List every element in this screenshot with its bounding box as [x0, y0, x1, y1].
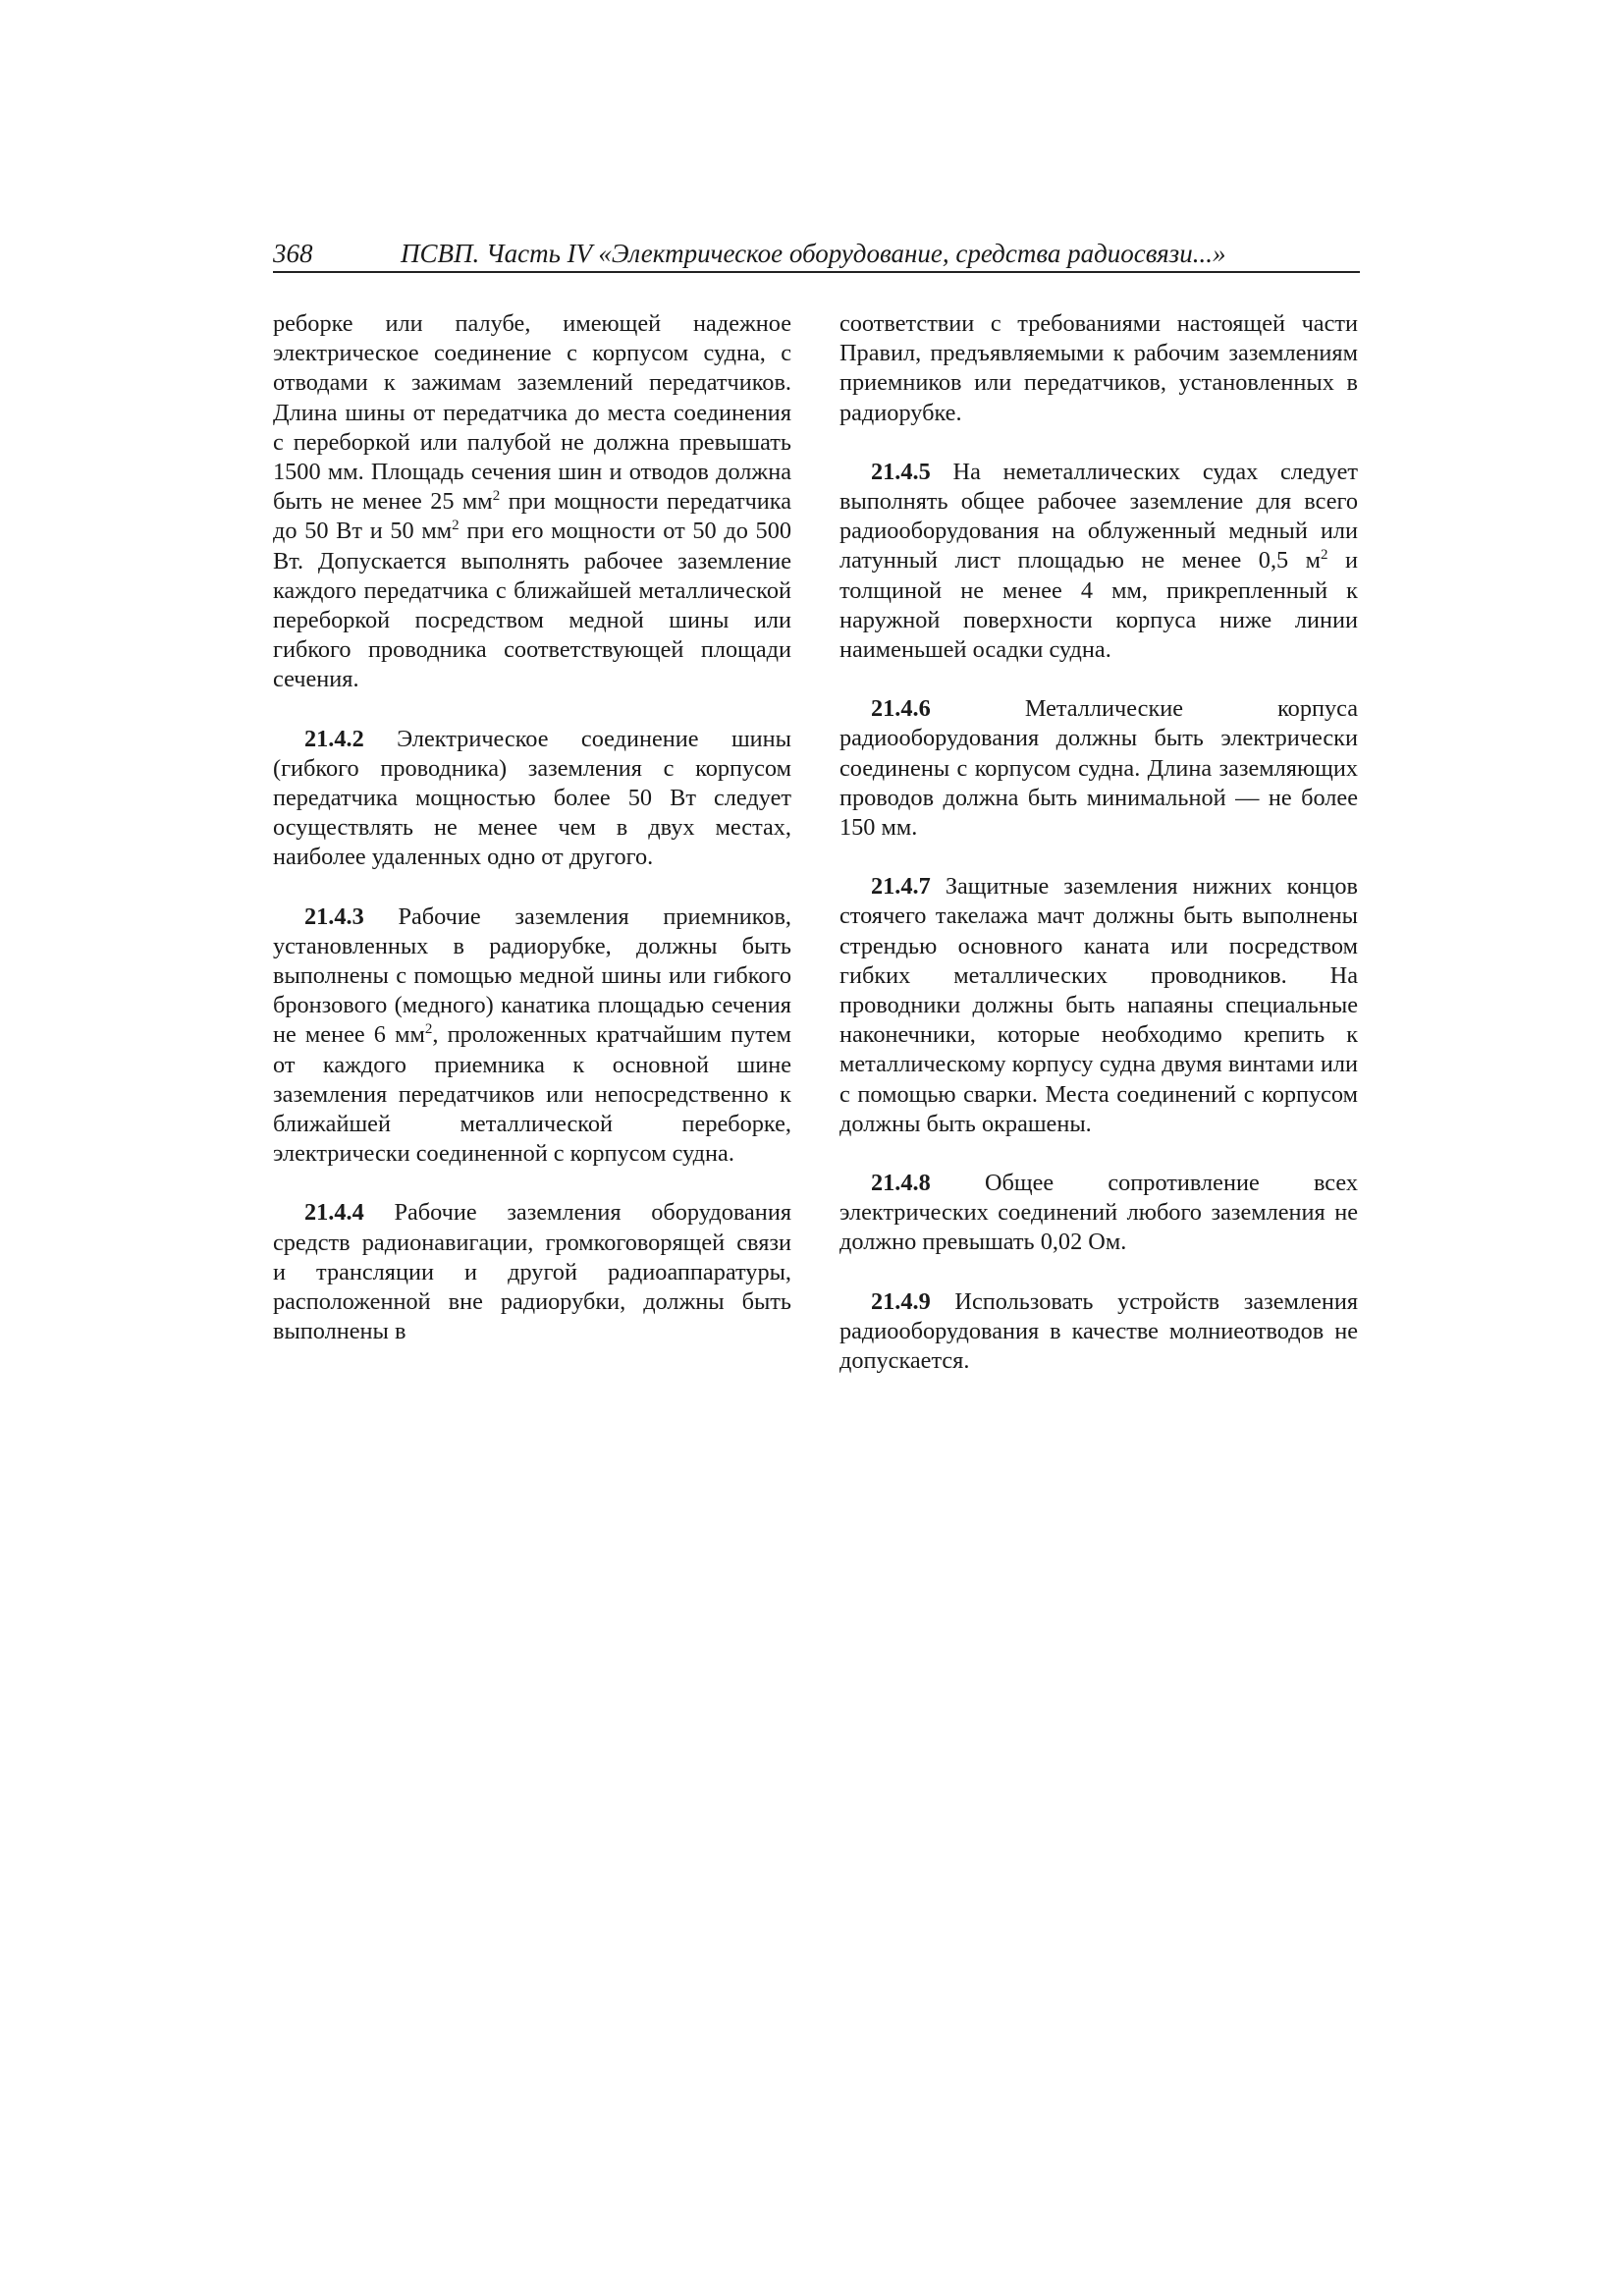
paragraph-text: Рабочие заземления оборудования средств радионавигации, громкоговорящей связи и трансляции и другой радиоаппаратуры, расположенной вне радиорубки, должны быть выполнены в [273, 1199, 791, 1345]
paragraph-text: Защитные заземления нижних концов стоячего такелажа мачт должны быть выполнены стрендью основного каната или посредством гибких металлических проводников. На проводники должны быть напаяны специальные наконечники, которые необходимо крепить к металлическому корпусу судна двумя винтами или с помощью сварки. Места соединений с корпусом должны быть окрашены. [839, 873, 1358, 1137]
running-title: ПСВП. Часть IV «Электрическое оборудование, средства радиосвязи...» [401, 239, 1226, 268]
paragraph-text: реборке или палубе, имеющей надежное электрическое соединение с корпусом судна, с отводами к зажимам заземлений передатчиков. Длина шины от передатчика до места соединения с переборкой или палубой не должна превышать 1500 мм. Площадь сечения шин и отводов должна быть не менее 25 мм [273, 310, 791, 516]
paragraph-21-4-3 [273, 902, 791, 1170]
paragraph-text: На неметаллических судах следует выполнять общее рабочее заземление для всего радиооборудования на облуженный медный или латунный лист площадью не менее 0,5 м [839, 458, 1358, 574]
clause-number: 21.4.8 [871, 1170, 931, 1197]
paragraph-text: при его мощности от 50 до 500 Вт. Допускается выполнять рабочее заземление каждого передатчика с ближайшей металлической переборкой посредством медной шины или гибкого проводника соответствующей площади сечения. [273, 518, 792, 693]
paragraph-text: Использовать устройств заземления радиооборудования в качестве молниеотводов не допускается. [839, 1287, 1358, 1375]
paragraph-21-4-8 [839, 1169, 1358, 1258]
paragraph-text: при мощности передатчика до 50 Вт и 50 мм [273, 488, 792, 545]
paragraph-21-4-9 [839, 1287, 1358, 1377]
superscript: 2 [1321, 547, 1328, 564]
clause-number: 21.4.3 [304, 902, 364, 930]
paragraph-continuation [273, 309, 791, 695]
paragraph-text: соответствии с требованиями настоящей части Правил, предъявляемыми к рабочим заземлениям приемников или передатчиков, установленных в радиорубке. [839, 310, 1358, 426]
clause-number: 21.4.7 [871, 873, 931, 901]
paragraph-text: , проложенных кратчайшим путем от каждого приемника к основной шине заземления передатчиков или непосредственно к ближайшей металлической переборке, электрически соединенной с корпусом судна. [273, 1021, 791, 1168]
clause-number: 21.4.6 [871, 695, 931, 723]
superscript: 2 [424, 1021, 433, 1038]
clause-number: 21.4.4 [304, 1199, 364, 1227]
paragraph-continuation [839, 309, 1358, 428]
paragraph-text: Электрическое соединение шины (гибкого проводника) заземления с корпусом передатчика мощностью более 50 Вт следует осуществлять не менее чем в двух местах, наиболее удаленных одно от другого. [273, 725, 791, 871]
clause-number: 21.4.5 [871, 458, 931, 485]
paragraph-21-4-5 [839, 458, 1358, 665]
page-header [273, 236, 1360, 273]
paragraph-text: Общее сопротивление всех электрических соединений любого заземления не должно превышать 0,02 Ом. [839, 1170, 1358, 1256]
paragraph-21-4-7 [839, 872, 1358, 1139]
clause-number: 21.4.9 [871, 1287, 931, 1315]
paragraph-text: Металлические корпуса радиооборудования должны быть электрически соединены с корпусом судна. Длина заземляющих проводов должна быть минимальной — не более 150 мм. [839, 695, 1358, 842]
clause-number: 21.4.2 [304, 725, 364, 752]
paragraph-21-4-2 [273, 725, 791, 873]
superscript: 2 [452, 518, 460, 534]
paragraph-21-4-6 [839, 694, 1358, 843]
paragraph-text: и толщиной не менее 4 мм, прикрепленный к наружной поверхности корпуса ниже линии наименьшей осадки судна. [839, 547, 1359, 664]
paragraph-21-4-4 [273, 1198, 791, 1346]
left-column [273, 309, 791, 1377]
right-column [839, 309, 1358, 1405]
paragraph-text: Рабочие заземления приемников, установленных в радиорубке, должны быть выполнены с помощью медной шины или гибкого бронзового (медного) канатика площадью сечения не менее 6 мм [273, 902, 791, 1049]
superscript: 2 [492, 488, 501, 505]
page-number: 368 [273, 239, 313, 268]
